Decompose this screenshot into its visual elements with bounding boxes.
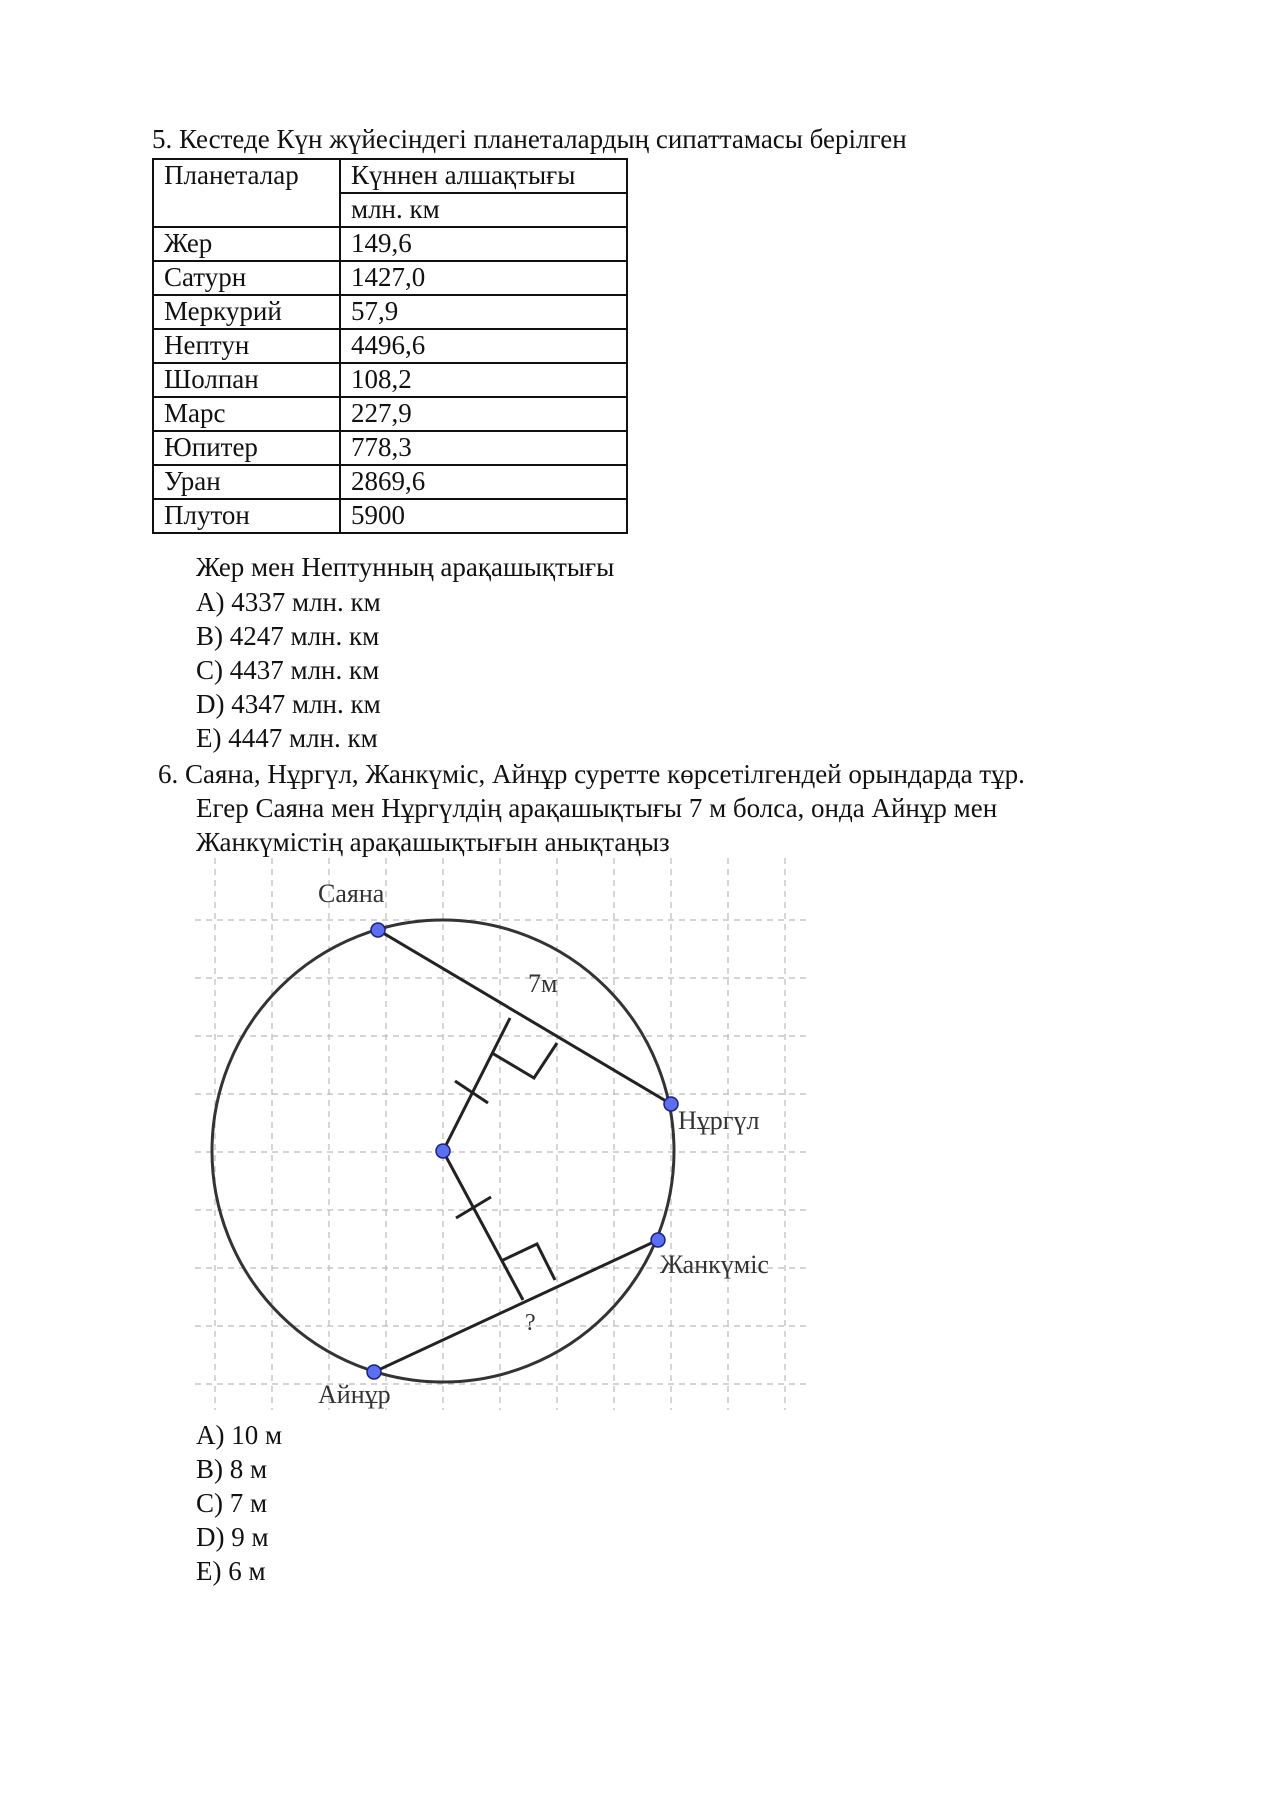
q5-option-d[interactable]: D) 4347 млн. км: [196, 689, 381, 719]
header-planets: Планеталар: [153, 159, 340, 227]
perpendicular-2: [443, 1151, 523, 1300]
point-center: [436, 1144, 450, 1158]
q5-option-e[interactable]: E) 4447 млн. км: [196, 723, 378, 753]
q6-option-e[interactable]: E) 6 м: [196, 1556, 266, 1586]
planet-distance: 149,6: [340, 227, 627, 261]
q6-line3: Жанкүмістің арақашықтығын анықтаңыз: [196, 827, 670, 857]
planet-name: Уран: [153, 465, 340, 499]
equal-tick-2: [456, 1197, 491, 1218]
planet-distance: 778,3: [340, 431, 627, 465]
q6-line1: 6. Саяна, Нұргүл, Жанкүміс, Айнұр суретте көрсетілгендей орындарда тұр.: [158, 759, 1025, 789]
q5-option-b[interactable]: B) 4247 млн. км: [196, 621, 380, 651]
q6-line2: Егер Саяна мен Нұргүлдің арақашықтығы 7 м болса, онда Айнұр мен: [196, 793, 998, 823]
planet-name: Плутон: [153, 499, 340, 533]
label-unknown: ?: [525, 1310, 536, 1336]
planet-name: Сатурн: [153, 261, 340, 295]
q6-option-a[interactable]: A) 10 м: [196, 1420, 283, 1450]
planet-distance: 57,9: [340, 295, 627, 329]
planet-distance: 5900: [340, 499, 627, 533]
equal-tick-1: [455, 1081, 488, 1103]
point-nurgul: [664, 1097, 678, 1111]
point-ainur: [367, 1365, 381, 1379]
planet-distance: 227,9: [340, 397, 627, 431]
label-zhankumis: Жанкүміс: [660, 1250, 769, 1279]
planet-distance: 1427,0: [340, 261, 627, 295]
q5-title: 5. Кестеде Күн жүйесіндегі планеталардың сипаттамасы берілген: [152, 124, 907, 154]
label-ainur: Айнұр: [318, 1380, 391, 1409]
planet-name: Марс: [153, 397, 340, 431]
planet-name: Меркурий: [153, 295, 340, 329]
q5-option-c[interactable]: C) 4437 млн. км: [196, 655, 380, 685]
right-angle-marker-1: [492, 1043, 557, 1078]
header-unit: млн. км: [340, 193, 627, 227]
planet-name: Нептун: [153, 329, 340, 363]
planet-name: Шолпан: [153, 363, 340, 397]
planet-distance: 108,2: [340, 363, 627, 397]
q6-option-b[interactable]: B) 8 м: [196, 1454, 268, 1484]
label-chord-length: 7м: [528, 969, 558, 998]
planet-distance: 2869,6: [340, 465, 627, 499]
header-distance: Күннен алшақтығы: [340, 159, 627, 193]
label-nurgul: Нұргүл: [678, 1106, 760, 1135]
q6-option-d[interactable]: D) 9 м: [196, 1522, 269, 1552]
label-sayana: Саяна: [318, 879, 385, 908]
chord-sayana-nurgul: [378, 930, 671, 1104]
q5-question: Жер мен Нептунның арақашықтығы: [196, 552, 615, 582]
point-sayana: [371, 923, 385, 937]
point-zhankumis: [651, 1233, 665, 1247]
q5-option-a[interactable]: A) 4337 млн. км: [196, 587, 381, 617]
planet-distance: 4496,6: [340, 329, 627, 363]
q6-option-c[interactable]: C) 7 м: [196, 1488, 268, 1518]
planet-name: Юпитер: [153, 431, 340, 465]
perpendicular-1: [443, 1018, 510, 1151]
planet-name: Жер: [153, 227, 340, 261]
